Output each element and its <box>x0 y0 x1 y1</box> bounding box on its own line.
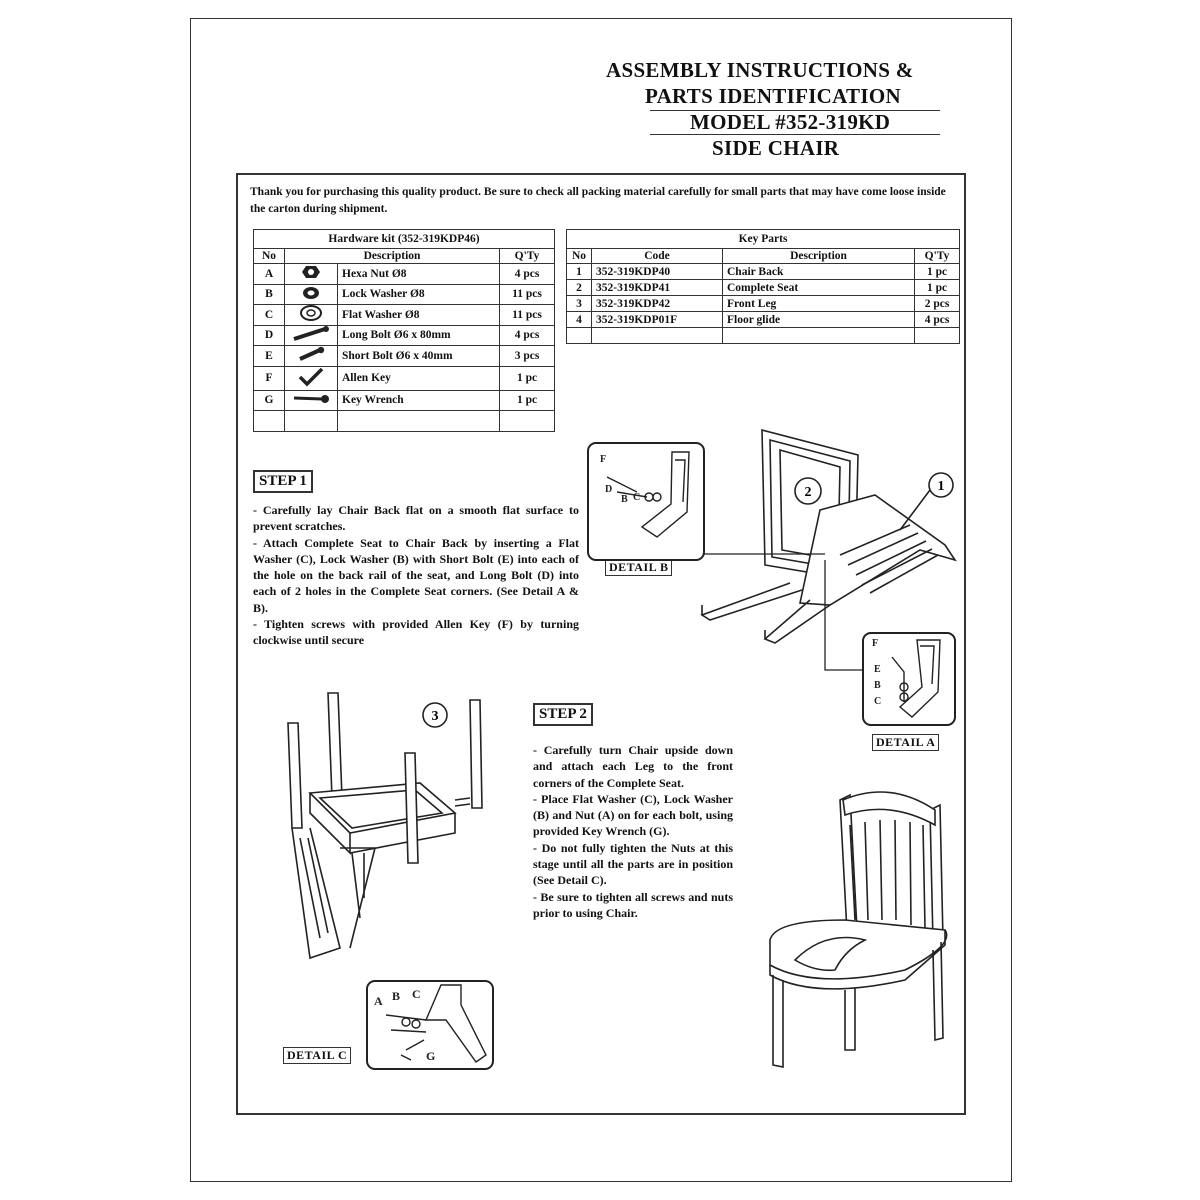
hardware-qty: 3 pcs <box>500 346 555 367</box>
key-part-row <box>567 280 960 296</box>
key-part-code: 352-319KDP42 <box>592 296 723 312</box>
step-1-line: - Tighten screws with provided Allen Key (F) by turning clockwise until secure <box>253 617 579 648</box>
callout-circle-2 <box>793 476 823 506</box>
short-bolt-icon <box>285 346 338 367</box>
step-2-line: - Place Flat Washer (C), Lock Washer (B) and Nut (A) on for each bolt, using provided Key Wrench (G). <box>533 791 733 839</box>
col-qty: Q'Ty <box>500 249 555 264</box>
key-part-description: Front Leg <box>723 296 915 312</box>
hardware-qty: 11 pcs <box>500 305 555 326</box>
header-line-2: PARTS IDENTIFICATION <box>645 84 901 108</box>
detail-c-letter: C <box>412 987 421 1001</box>
intro-text: Thank you for purchasing this quality product. Be sure to check all packing material carefully for small parts that may have come loose inside the carton during shipment. <box>250 186 946 215</box>
hardware-kit-title: Hardware kit (352-319KDP46) <box>254 230 555 249</box>
key-parts-table <box>566 229 960 344</box>
key-part-row <box>567 312 960 328</box>
model-number: MODEL #352-319KD <box>690 110 891 134</box>
detail-c-drawing <box>366 980 494 1070</box>
finished-chair-drawing <box>755 780 955 1070</box>
key-part-description: Chair Back <box>723 264 915 280</box>
step-2-label: STEP 2 <box>533 703 593 726</box>
col-code: Code <box>592 249 723 264</box>
hardware-qty: 11 pcs <box>500 284 555 305</box>
hardware-qty: 4 pcs <box>500 325 555 346</box>
hardware-qty: 1 pc <box>500 390 555 411</box>
key-part-description: Complete Seat <box>723 280 915 296</box>
detail-b-letter: D <box>605 484 613 495</box>
detail-c-letter: A <box>374 994 383 1008</box>
hardware-no: C <box>254 305 285 326</box>
col-description: Description <box>723 249 915 264</box>
key-part-qty: 2 pcs <box>915 296 960 312</box>
key-wrench-icon <box>285 390 338 411</box>
hardware-row <box>254 305 555 326</box>
detail-a-drawing <box>862 632 956 726</box>
hardware-no: E <box>254 346 285 367</box>
hardware-no: G <box>254 390 285 411</box>
callout-number-3: 3 <box>431 709 439 724</box>
col-no: No <box>254 249 285 264</box>
key-part-code: 352-319KDP41 <box>592 280 723 296</box>
detail-c-letter: B <box>392 989 401 1003</box>
key-part-row <box>567 296 960 312</box>
hardware-description: Flat Washer Ø8 <box>338 305 500 326</box>
hardware-no: A <box>254 264 285 285</box>
header-rule-2 <box>650 134 940 135</box>
callout-number-1: 1 <box>937 479 945 494</box>
flat-washer-icon <box>285 305 338 326</box>
callout-number-2: 2 <box>804 485 812 500</box>
key-part-no: 4 <box>567 312 592 328</box>
product-name: SIDE CHAIR <box>712 136 840 160</box>
detail-a-letter: B <box>874 680 881 691</box>
hardware-kit-table <box>253 229 555 432</box>
key-part-no: 2 <box>567 280 592 296</box>
allen-key-icon <box>285 366 338 390</box>
hardware-description: Lock Washer Ø8 <box>338 284 500 305</box>
detail-connector-lines <box>690 540 875 710</box>
detail-b-letter: C <box>633 492 641 503</box>
detail-c-label: DETAIL C <box>283 1047 351 1064</box>
col-description: Description <box>285 249 500 264</box>
hardware-row <box>254 284 555 305</box>
key-part-qty: 1 pc <box>915 280 960 296</box>
step-2-line: - Carefully turn Chair upside down and attach each Leg to the front corners of the Complete Seat. <box>533 743 733 790</box>
col-qty: Q'Ty <box>915 249 960 264</box>
detail-b-letter: F <box>600 454 607 465</box>
detail-b-label: DETAIL B <box>605 559 672 576</box>
callout-circle-1 <box>926 470 956 500</box>
long-bolt-icon <box>285 325 338 346</box>
key-parts-title: Key Parts <box>567 230 960 249</box>
step-1-line: - Carefully lay Chair Back flat on a smooth flat surface to prevent scratches. <box>253 503 579 534</box>
key-part-code: 352-319KDP01F <box>592 312 723 328</box>
hardware-row <box>254 264 555 285</box>
step-2-text <box>533 742 733 921</box>
key-part-no: 1 <box>567 264 592 280</box>
hardware-no: B <box>254 284 285 305</box>
detail-b-letter: B <box>621 494 628 505</box>
step-1-label: STEP 1 <box>253 470 313 493</box>
key-part-no: 3 <box>567 296 592 312</box>
detail-b-drawing <box>587 442 705 562</box>
key-part-code: 352-319KDP40 <box>592 264 723 280</box>
step-2-line: - Do not fully tighten the Nuts at this stage until all the parts are in position (See Detail C). <box>533 840 733 888</box>
upside-down-chair-drawing <box>280 688 495 963</box>
hardware-row <box>254 390 555 411</box>
step-2-line: - Be sure to tighten all screws and nuts prior to using Chair. <box>533 889 733 920</box>
header-line-1: ASSEMBLY INSTRUCTIONS & <box>606 58 914 82</box>
detail-c-letter: G <box>426 1049 436 1063</box>
hardware-row <box>254 346 555 367</box>
hardware-row <box>254 325 555 346</box>
key-part-qty: 1 pc <box>915 264 960 280</box>
detail-a-letter: F <box>872 638 879 649</box>
hardware-description: Long Bolt Ø6 x 80mm <box>338 325 500 346</box>
step-1-text <box>253 502 579 649</box>
key-part-row <box>567 264 960 280</box>
key-part-qty: 4 pcs <box>915 312 960 328</box>
hardware-qty: 1 pc <box>500 366 555 390</box>
detail-a-letter: C <box>874 696 882 707</box>
col-no: No <box>567 249 592 264</box>
hardware-description: Allen Key <box>338 366 500 390</box>
hardware-description: Short Bolt Ø6 x 40mm <box>338 346 500 367</box>
hardware-no: D <box>254 325 285 346</box>
hardware-description: Hexa Nut Ø8 <box>338 264 500 285</box>
hardware-description: Key Wrench <box>338 390 500 411</box>
lock-washer-icon <box>285 284 338 305</box>
hardware-row <box>254 366 555 390</box>
detail-a-label: DETAIL A <box>872 734 939 751</box>
step-1-line: - Attach Complete Seat to Chair Back by inserting a Flat Washer (C), Lock Washer (B) with Short Bolt (E) into each of the hole on the back rail of the seat, and Long Bolt (D) into each of 2 holes in the Complete Seat corners. (See Detail A & B). <box>253 535 579 615</box>
hex-nut-icon <box>285 264 338 285</box>
detail-a-letter: E <box>874 664 881 675</box>
callout-circle-3 <box>420 700 450 730</box>
hardware-qty: 4 pcs <box>500 264 555 285</box>
hardware-no: F <box>254 366 285 390</box>
key-part-description: Floor glide <box>723 312 915 328</box>
